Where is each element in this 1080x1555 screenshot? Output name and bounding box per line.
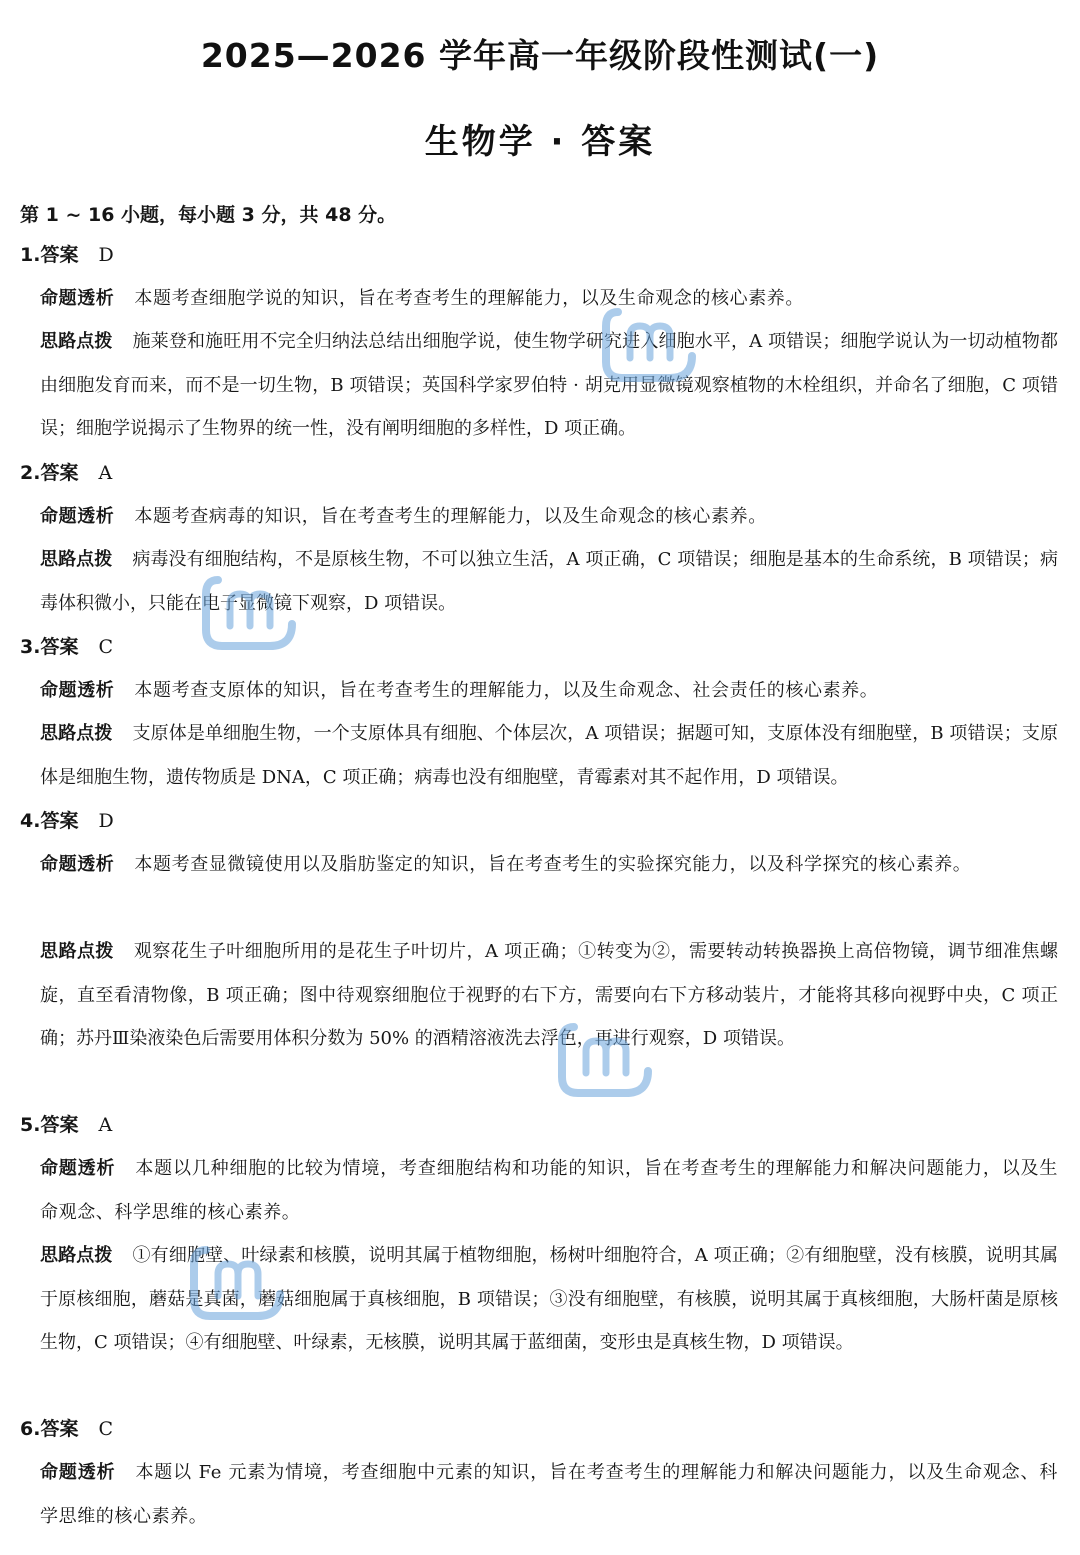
subject-title: 生物学 · 答案: [424, 122, 656, 162]
answer-label: 答案: [40, 462, 79, 484]
hint-text: 支原体是单细胞生物，一个支原体具有细胞、个体层次，A 项错误；据题可知，支原体没有细胞壁，B 项错误；支原体是细胞生物，遗传物质是 DNA，C 项正确；病毒也没有细胞壁，青霉素对其不起作用，D 项错误。: [40, 723, 1058, 788]
exam-title: 2025—2026 学年高一年级阶段性测试(一): [200, 36, 880, 75]
answer-line-q6: [20, 1414, 113, 1444]
analysis-label: 命题透析: [40, 288, 115, 309]
analysis-label: 命题透析: [40, 854, 115, 875]
answer-letter: A: [98, 1114, 113, 1136]
hint-text: 施莱登和施旺用不完全归纳法总结出细胞学说，使生物学研究进入细胞水平，A 项错误；细胞学说认为一切动植物都由细胞发育而来，而不是一切生物，B 项错误；英国科学家罗伯特 · 胡克用显微镜观察植物的木栓组织，并命名了细胞，C 项错误；细胞学说揭示了生物界的统一性，没有阐明细胞的多样性，D 项正确。: [40, 331, 1059, 439]
hint-text: 病毒没有细胞结构，不是原核生物，不可以独立生活，A 项正确，C 项错误；细胞是基本的生命系统，B 项错误；病毒体积微小，只能在电子显微镜下观察，D 项错误。: [40, 549, 1058, 614]
answer-letter: C: [98, 1418, 114, 1440]
analysis-paragraph-q4: [40, 843, 1058, 887]
analysis-label: 命题透析: [40, 1462, 116, 1483]
analysis-text: 本题考查细胞学说的知识，旨在考查考生的理解能力，以及生命观念的核心素养。: [134, 288, 805, 309]
answer-label: 答案: [40, 244, 79, 266]
hint-label: 思路点拨: [40, 723, 113, 744]
hint-text: ①有细胞壁、叶绿素和核膜，说明其属于植物细胞，杨树叶细胞符合，A 项正确；②有细胞壁，没有核膜，说明其属于原核细胞，蘑菇是真菌，蘑菇细胞属于真核细胞，B 项错误；③没有细胞壁，有核膜，说明其属于真核细胞，大肠杆菌是原核生物，C 项错误；④有细胞壁、叶绿素，无核膜，说明其属于蓝细菌，变形虫是真核生物，D 项错误。: [40, 1245, 1059, 1353]
analysis-text: 本题考查支原体的知识，旨在考查考生的理解能力，以及生命观念、社会责任的核心素养。: [134, 680, 879, 701]
answer-label: 答案: [40, 636, 79, 658]
answer-line-q5: [20, 1110, 112, 1140]
answer-line-q2: [20, 458, 112, 488]
hint-paragraph-q3: [40, 712, 1058, 799]
answer-letter: A: [98, 462, 113, 484]
question-number: 3.: [20, 636, 41, 658]
answer-letter: D: [98, 244, 114, 266]
question-number: 1.: [20, 244, 41, 266]
hint-paragraph-q1: [40, 320, 1058, 451]
analysis-label: 命题透析: [40, 680, 115, 701]
hint-text: 观察花生子叶细胞所用的是花生子叶切片，A 项正确；①转变为②，需要转动转换器换上高倍物镜，调节细准焦螺旋，直至看清物像，B 项正确；图中待观察细胞位于视野的右下方，需要向右下方移动装片，才能将其移向视野中央，C 项正确；苏丹Ⅲ染液染色后需要用体积分数为 50% 的酒精溶液洗去浮色，再进行观察，D 项错误。: [40, 941, 1059, 1049]
hint-label: 思路点拨: [40, 1245, 113, 1266]
answer-line-q3: [20, 632, 113, 662]
hint-label: 思路点拨: [40, 549, 113, 570]
question-number: 5.: [20, 1114, 41, 1136]
analysis-label: 命题透析: [40, 506, 115, 527]
analysis-text: 本题考查病毒的知识，旨在考查考生的理解能力，以及生命观念的核心素养。: [134, 506, 767, 527]
hint-label: 思路点拨: [40, 331, 113, 352]
hint-label: 思路点拨: [40, 941, 114, 962]
hint-paragraph-q5: [40, 1234, 1058, 1365]
answer-label: 答案: [40, 1418, 79, 1440]
analysis-paragraph-q1: [40, 277, 1058, 321]
analysis-paragraph-q3: [40, 669, 1058, 713]
answer-label: 答案: [40, 810, 79, 832]
answer-letter: D: [98, 810, 114, 832]
hint-paragraph-q4: [40, 930, 1058, 1061]
analysis-label: 命题透析: [40, 1158, 116, 1179]
question-number: 4.: [20, 810, 41, 832]
analysis-paragraph-q2: [40, 495, 1058, 539]
answer-label: 答案: [40, 1114, 79, 1136]
analysis-text: 本题以 Fe 元素为情境，考查细胞中元素的知识，旨在考查考生的理解能力和解决问题能力，以及生命观念、科学思维的核心素养。: [40, 1462, 1058, 1527]
answer-line-q1: [20, 240, 114, 270]
question-number: 6.: [20, 1418, 41, 1440]
analysis-paragraph-q6: [40, 1451, 1058, 1538]
scoring-intro: 第 1 ~ 16 小题，每小题 3 分，共 48 分。: [20, 204, 397, 226]
answer-line-q4: [20, 806, 114, 836]
analysis-paragraph-q5: [40, 1147, 1058, 1234]
question-number: 2.: [20, 462, 41, 484]
answer-letter: C: [98, 636, 114, 658]
hint-paragraph-q2: [40, 538, 1058, 625]
analysis-text: 本题以几种细胞的比较为情境，考查细胞结构和功能的知识，旨在考查考生的理解能力和解决问题能力，以及生命观念、科学思维的核心素养。: [40, 1158, 1058, 1223]
analysis-text: 本题考查显微镜使用以及脂肪鉴定的知识，旨在考查考生的实验探究能力，以及科学探究的核心素养。: [134, 854, 972, 875]
